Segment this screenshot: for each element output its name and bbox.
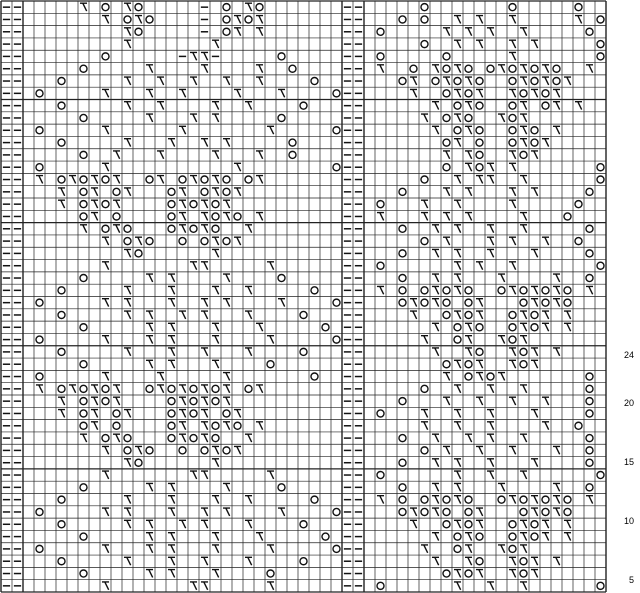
row-number-20: 20 xyxy=(623,398,634,408)
row-number-5: 5 xyxy=(628,575,634,585)
row-number-24: 24 xyxy=(623,350,634,360)
row-number-10: 10 xyxy=(623,516,634,526)
row-number-15: 15 xyxy=(623,457,634,467)
